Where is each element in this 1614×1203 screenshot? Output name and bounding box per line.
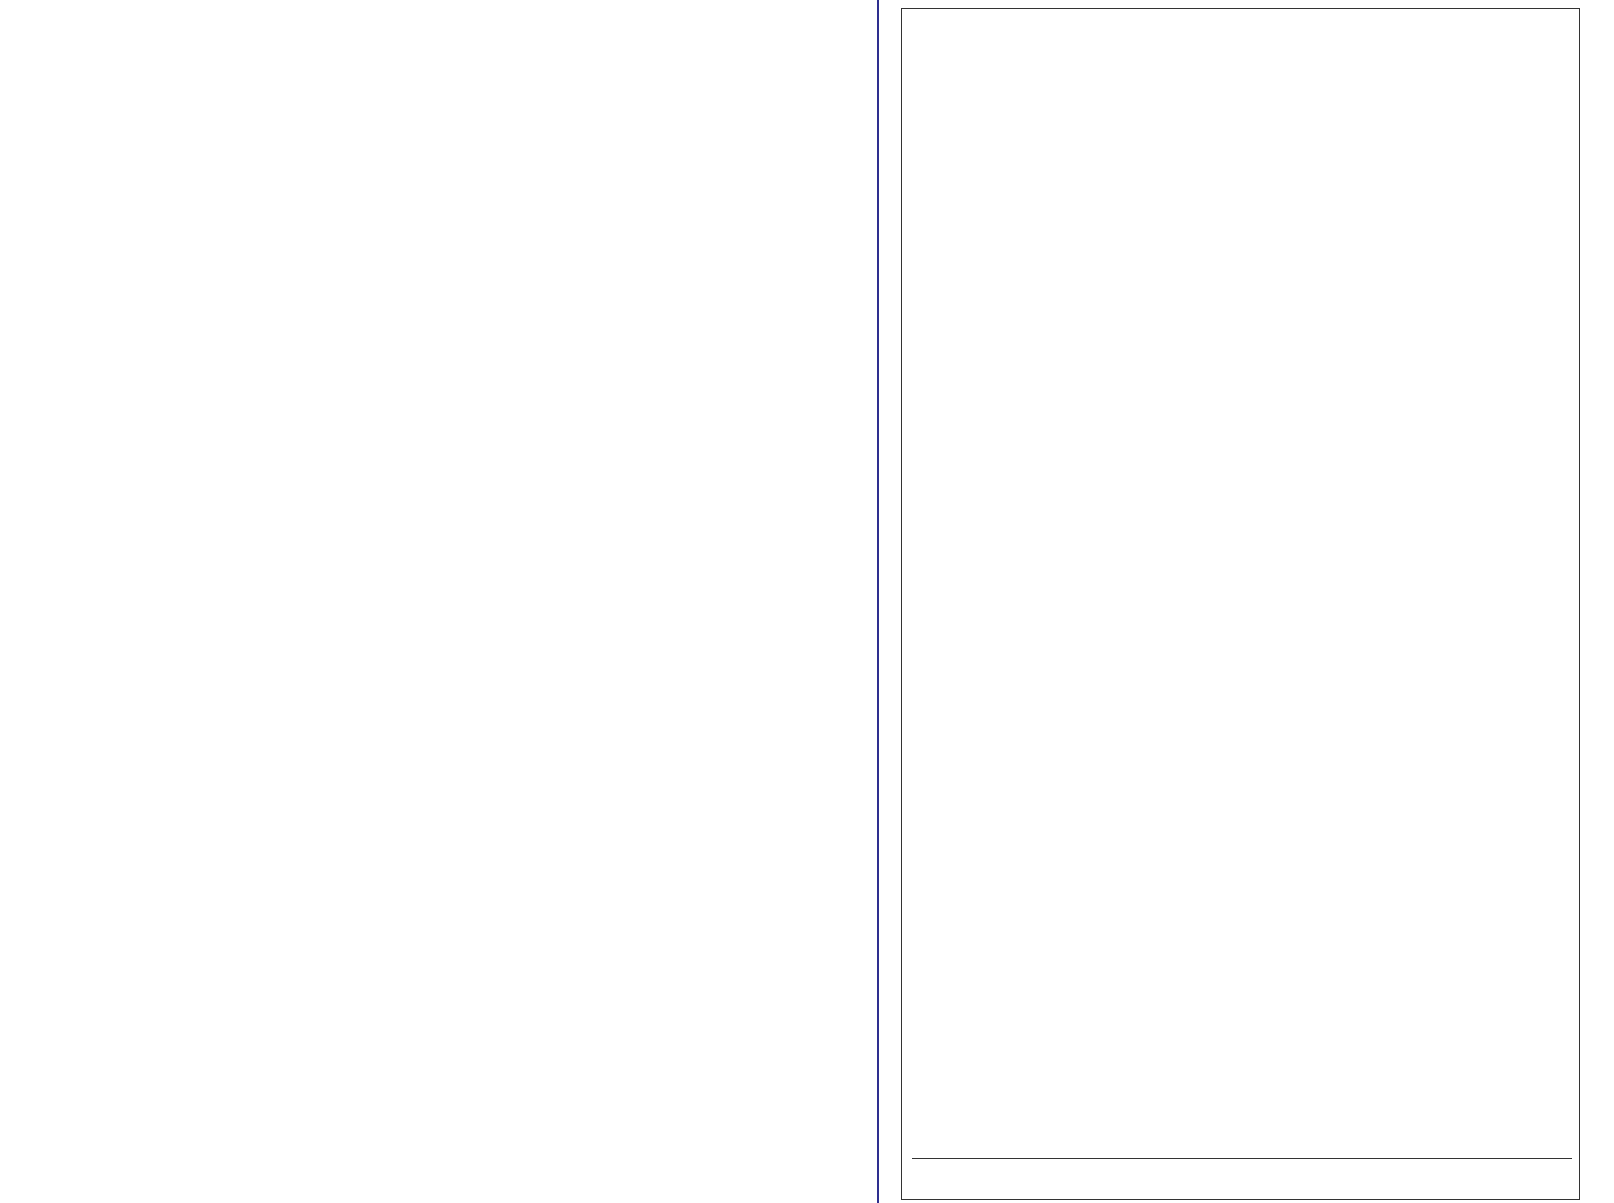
total-divider: [912, 1158, 1572, 1159]
window-sticker-panel: [879, 0, 1614, 1203]
price-box: [901, 8, 1580, 1200]
